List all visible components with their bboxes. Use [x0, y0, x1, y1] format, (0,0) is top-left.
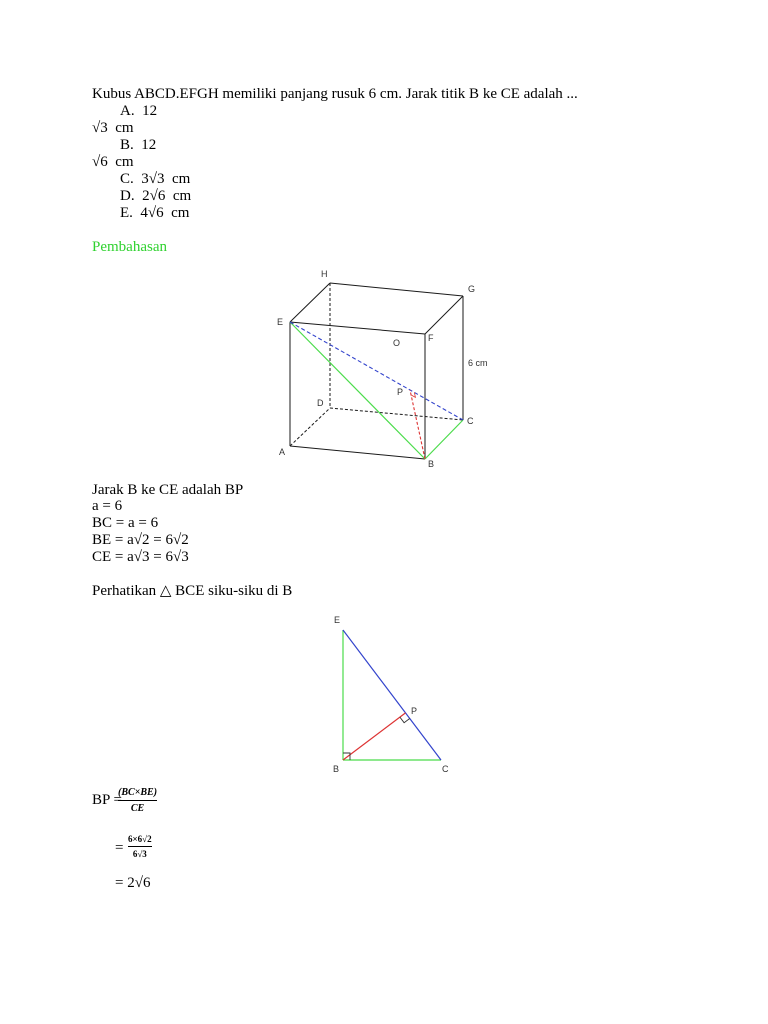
given-bc: BC = a = 6	[92, 515, 159, 531]
label-b: B	[428, 459, 435, 469]
edge-dc	[330, 408, 463, 420]
edge-fe	[290, 322, 425, 334]
segment-ec	[343, 630, 441, 760]
option-d: D. 2√6 cm	[120, 188, 192, 204]
option-e: E. 4√6 cm	[120, 205, 190, 221]
label-h: H	[321, 269, 328, 279]
label-p: P	[397, 387, 404, 397]
label-d: D	[317, 398, 324, 408]
label-a: A	[279, 447, 286, 457]
step-fraction	[128, 834, 152, 860]
edge-gf	[425, 296, 463, 334]
label-f: F	[428, 333, 434, 343]
section-heading: Pembahasan	[92, 239, 167, 255]
label-g: G	[468, 284, 476, 294]
given-a: a = 6	[92, 498, 123, 514]
segment-bp	[343, 713, 406, 760]
triangle-note: Perhatikan △ BCE siku-siku di B	[92, 583, 293, 599]
edge-eh	[290, 283, 330, 322]
step-fraction-bar	[128, 846, 152, 847]
given-ce: CE = a√3 = 6√3	[92, 549, 189, 565]
given-be: BE = a√2 = 6√2	[92, 532, 189, 548]
step-denominator: 6√3	[132, 849, 147, 859]
right-angle-mark-p	[400, 717, 410, 723]
option-c: C. 3√3 cm	[120, 171, 191, 187]
label-c: C	[467, 416, 474, 426]
label-edge-length: 6 cm	[468, 358, 488, 368]
edge-ab	[290, 446, 425, 459]
label-c: C	[442, 764, 449, 774]
segment-bc	[425, 420, 463, 459]
option-a-line-2: √3 cm	[92, 120, 134, 136]
step-numerator: 6×6√2	[128, 834, 152, 844]
triangle-figure	[325, 610, 460, 780]
fraction-denominator: CE	[130, 803, 145, 814]
formula-result: = 2√6	[115, 875, 151, 891]
label-b: B	[333, 764, 340, 774]
label-e: E	[277, 317, 284, 327]
fraction-bar	[118, 800, 157, 801]
segment-bp	[410, 390, 425, 459]
label-o: O	[393, 338, 401, 348]
edge-hg	[330, 283, 463, 296]
cube-figure	[262, 262, 498, 476]
formula-fraction	[118, 787, 157, 815]
option-b-line-1: B. 12	[120, 137, 157, 153]
label-e: E	[334, 615, 341, 625]
option-b-line-2: √6 cm	[92, 154, 134, 170]
right-angle-mark-p	[411, 393, 415, 398]
label-p: P	[411, 706, 418, 716]
step-equals: =	[115, 840, 124, 856]
segment-ec	[290, 322, 463, 420]
formula-lhs: BP =	[92, 792, 122, 808]
question-text: Kubus ABCD.EFGH memiliki panjang rusuk 6 cm. Jarak titik B ke CE adalah ...	[92, 86, 578, 102]
segment-eb	[290, 322, 425, 459]
edge-ad	[290, 408, 330, 446]
solution-intro: Jarak B ke CE adalah BP	[92, 482, 244, 498]
option-a-line-1: A. 12	[120, 103, 158, 119]
fraction-numerator: (BC×BE)	[118, 787, 158, 798]
